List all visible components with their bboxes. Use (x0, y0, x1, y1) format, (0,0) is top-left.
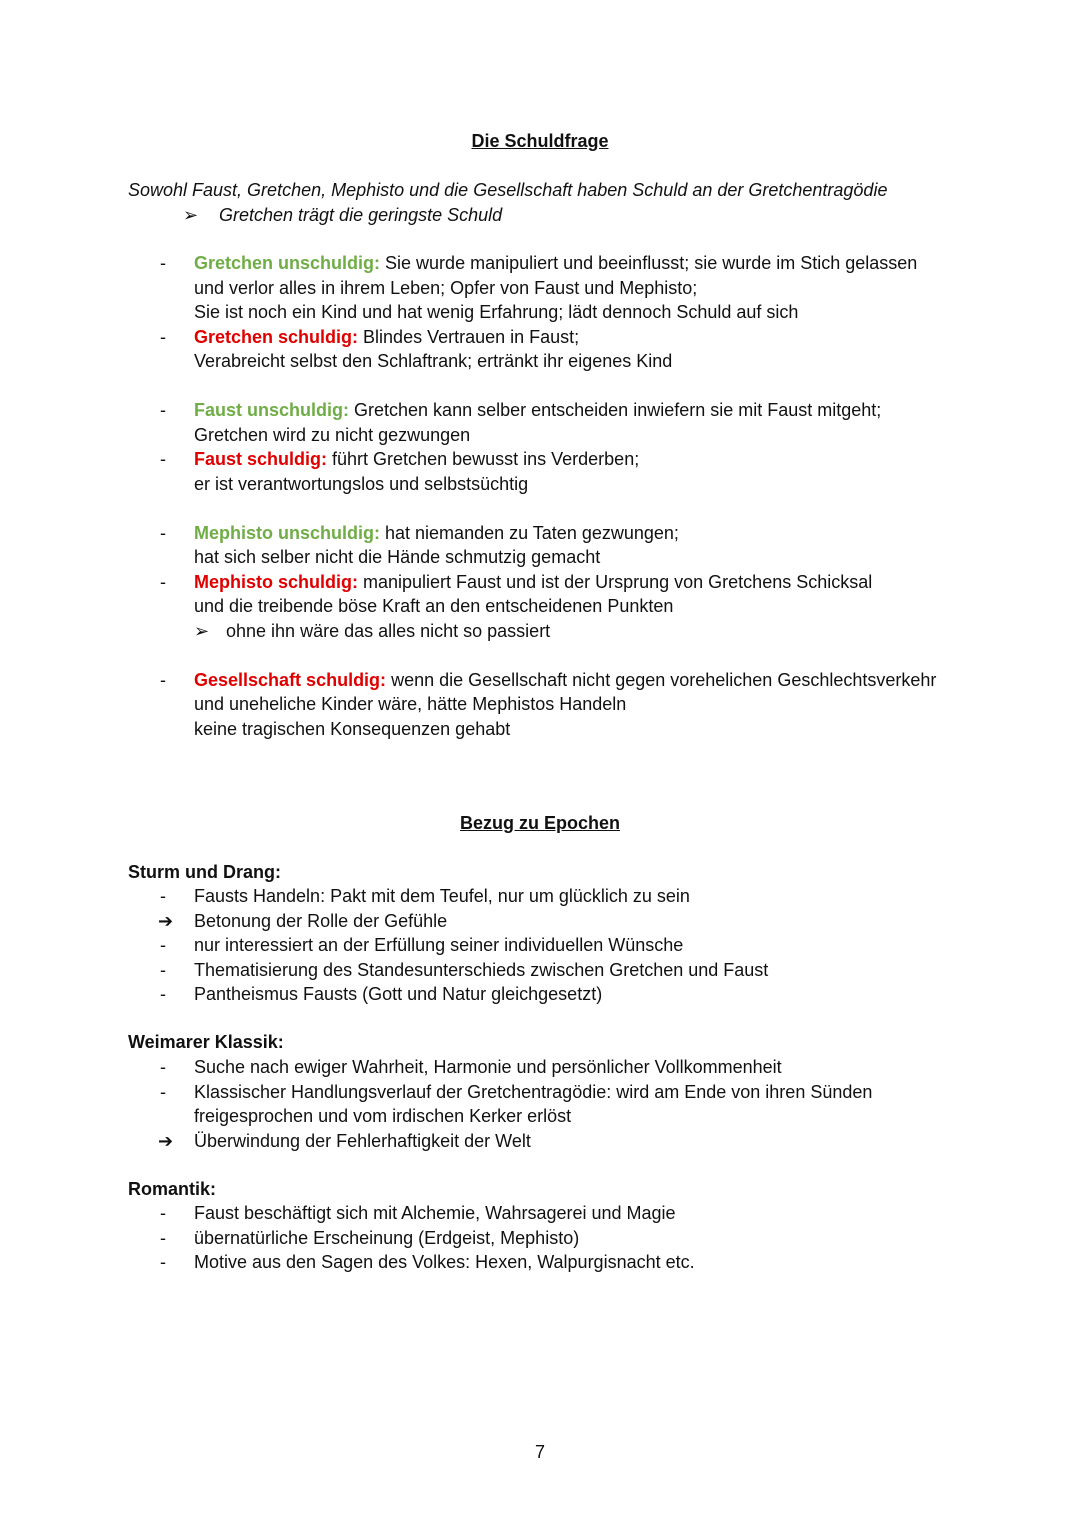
intro-sub (128, 203, 887, 228)
item-line: und uneheliche Kinder wäre, hätte Mephistos Handeln (194, 694, 627, 714)
list-item (128, 1129, 948, 1154)
item-line: Sie ist noch ein Kind und hat wenig Erfahrung; lädt dennoch Schuld auf sich (194, 302, 799, 322)
title-weimarer-klassik: Weimarer Klassik: (128, 1032, 284, 1052)
dash-bullet-icon: - (160, 669, 166, 690)
schuld-list (128, 251, 948, 741)
list-item (128, 982, 948, 1007)
page-number: 7 (534, 1442, 545, 1462)
title-romantik: Romantik: (128, 1179, 217, 1199)
dash-bullet-icon: - (160, 1203, 166, 1223)
dash-bullet-icon: - (160, 1252, 166, 1272)
label-mephisto-schuldig: Mephisto schuldig: (194, 571, 358, 592)
item-line: wenn die Gesellschaft nicht gegen vorehelichen Geschlechtsverkehr (391, 669, 937, 690)
item-text: nur interessiert an der Erfüllung seiner individuellen Wünsche (194, 935, 684, 955)
title-sturm-und-drang: Sturm und Drang: (128, 862, 281, 882)
item-line: Verabreicht selbst den Schlaftrank; ertränkt ihr eigenes Kind (194, 351, 673, 371)
list-item-gesellschaft-schuldig (128, 668, 948, 742)
list-item-faust-schuldig (128, 447, 948, 496)
dash-bullet-icon: - (160, 522, 166, 543)
list-item (128, 933, 948, 958)
item-text: Klassischer Handlungsverlauf der Gretchentragödie: wird am Ende von ihren Sünden (194, 1081, 873, 1102)
item-text: freigesprochen und vom irdischen Kerker erlöst (194, 1106, 572, 1126)
label-mephisto-unschuldig: Mephisto unschuldig: (194, 522, 380, 543)
list-item-gretchen-unschuldig (128, 251, 948, 325)
dash-bullet-icon: - (160, 326, 166, 347)
label-gretchen-unschuldig: Gretchen unschuldig: (194, 253, 381, 273)
item-line: hat sich selber nicht die Hände schmutzig gemacht (194, 547, 601, 567)
list-item-gretchen-schuldig (128, 325, 948, 374)
sub-point-text: ohne ihn wäre das alles nicht so passiert (226, 620, 551, 641)
list-item (128, 1201, 948, 1226)
label-faust-unschuldig: Faust unschuldig: (194, 400, 349, 420)
list-item (128, 884, 948, 909)
list-item (128, 1226, 948, 1251)
heading-epochen: Bezug zu Epochen (459, 813, 620, 833)
dash-bullet-icon: - (160, 886, 166, 906)
dash-bullet-icon: - (160, 935, 166, 955)
list-item (128, 958, 948, 983)
heading-schuldfrage: Die Schuldfrage (471, 131, 609, 151)
item-text: Betonung der Rolle der Gefühle (194, 910, 448, 931)
list-item-mephisto-unschuldig (128, 521, 948, 570)
item-line: Sie wurde manipuliert und beeinflusst; sie wurde im Stich gelassen (385, 253, 918, 273)
item-text: Suche nach ewiger Wahrheit, Harmonie und persönlicher Vollkommenheit (194, 1057, 782, 1077)
dash-bullet-icon: - (160, 1227, 166, 1248)
item-line: und die treibende böse Kraft an den entscheidenen Punkten (194, 596, 674, 616)
item-text: Fausts Handeln: Pakt mit dem Teufel, nur um glücklich zu sein (194, 886, 690, 906)
klassik-list (128, 1055, 948, 1153)
arrowhead-bullet-icon: ➢ (194, 620, 210, 641)
list-item (128, 1080, 948, 1129)
dash-bullet-icon: - (160, 1081, 166, 1102)
item-line: manipuliert Faust und ist der Ursprung von Gretchens Schicksal (363, 571, 873, 592)
item-line: er ist verantwortungslos und selbstsüchtig (194, 473, 529, 494)
dash-bullet-icon: - (160, 571, 166, 592)
intro-text: Sowohl Faust, Gretchen, Mephisto und die Gesellschaft haben Schuld an der Gretchentragödie (128, 180, 888, 200)
item-line: und verlor alles in ihrem Leben; Opfer von Faust und Mephisto; (194, 277, 698, 298)
item-text: Thematisierung des Standesunterschieds zwischen Gretchen und Faust (194, 959, 769, 980)
item-text: Motive aus den Sagen des Volkes: Hexen, Walpurgisnacht etc. (194, 1252, 695, 1272)
list-item (128, 909, 948, 934)
dash-bullet-icon: - (160, 400, 166, 420)
item-line: Gretchen wird zu nicht gezwungen (194, 424, 471, 445)
label-gesellschaft-schuldig: Gesellschaft schuldig: (194, 669, 387, 690)
intro-block (128, 178, 887, 227)
item-text: Pantheismus Fausts (Gott und Natur gleichgesetzt) (194, 984, 603, 1004)
item-line: Gretchen kann selber entscheiden inwiefern sie mit Faust mitgeht; (354, 400, 882, 420)
item-line: führt Gretchen bewusst ins Verderben; (332, 449, 640, 469)
arrow-right-icon: ➔ (158, 910, 174, 931)
dash-bullet-icon: - (160, 449, 166, 469)
label-gretchen-schuldig: Gretchen schuldig: (194, 326, 359, 347)
dash-bullet-icon: - (160, 959, 166, 980)
item-text: Überwindung der Fehlerhaftigkeit der Welt (194, 1130, 531, 1151)
list-item-mephisto-schuldig (128, 570, 948, 644)
list-item-faust-unschuldig (128, 398, 948, 447)
label-faust-schuldig: Faust schuldig: (194, 449, 328, 469)
dash-bullet-icon: - (160, 1057, 166, 1077)
item-line: hat niemanden zu Taten gezwungen; (385, 522, 679, 543)
dash-bullet-icon: - (160, 984, 166, 1004)
romantik-list (128, 1201, 948, 1275)
dash-bullet-icon: - (160, 253, 166, 273)
arrow-right-icon: ➔ (158, 1130, 174, 1151)
list-item (128, 1250, 948, 1275)
item-line: keine tragischen Konsequenzen gehabt (194, 718, 511, 739)
item-text: Faust beschäftigt sich mit Alchemie, Wahrsagerei und Magie (194, 1203, 676, 1223)
list-item (128, 1055, 948, 1080)
intro-sub-text: Gretchen trägt die geringste Schuld (219, 204, 503, 225)
arrowhead-bullet-icon: ➢ (183, 204, 199, 225)
sub-point (194, 621, 550, 641)
sturm-list (128, 884, 948, 1007)
item-line: Blindes Vertrauen in Faust; (363, 326, 580, 347)
item-text: übernatürliche Erscheinung (Erdgeist, Mephisto) (194, 1227, 580, 1248)
